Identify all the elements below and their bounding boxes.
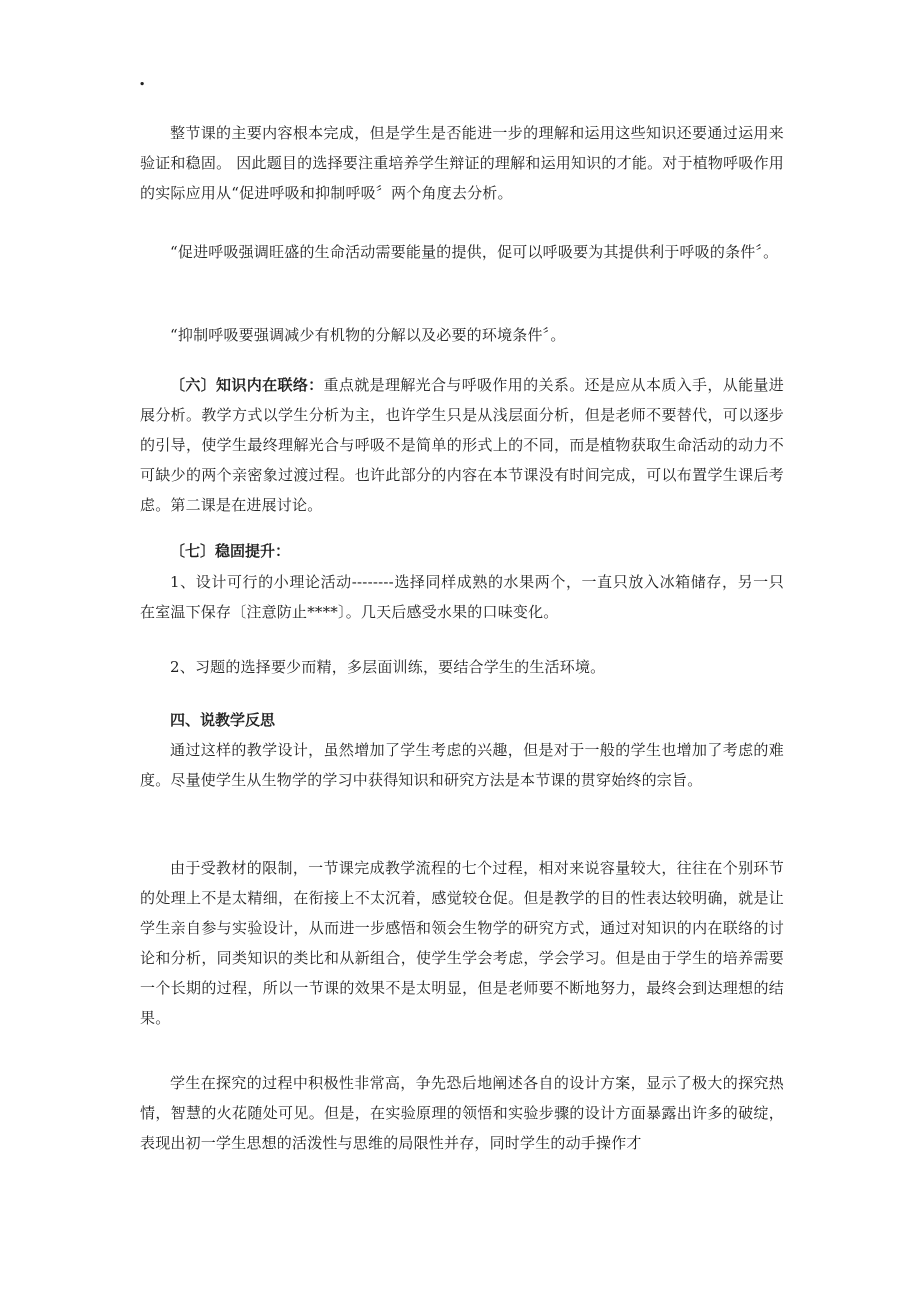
paragraph-inhibit-respiration: “抑制呼吸要强调减少有机物的分解以及必要的环境条件〞。 bbox=[170, 326, 566, 344]
page-marker: . bbox=[139, 69, 146, 90]
paragraph-promote-respiration: “促进呼吸强调旺盛的生命活动需要能量的提供，促可以呼吸要为其提供利于呼吸的条件〞。 bbox=[170, 243, 779, 261]
paragraph-summary: 整节课的主要内容根本完成，但是学生是否能进一步的理解和运用这些知识还要通过运用来验证和稳固。 因此题目的选择要注重培养学生辩证的理解和运用知识的才能。对于植物呼吸作用的实际应用从“促进呼吸和抑制呼吸〞两个角度去分析。 bbox=[140, 124, 784, 202]
heading-teaching-reflection: 四、说教学反思 bbox=[170, 711, 276, 729]
paragraph-reflection: 通过这样的教学设计，虽然增加了学生考虑的兴趣，但是对于一般的学生也增加了考虑的难度。尽量使学生从生物学的学习中获得知识和研究方法是本节课的贯穿始终的宗旨。 bbox=[140, 741, 784, 789]
paragraph-activity: 1、设计可行的小理论活动--------选择同样成熟的水果两个，一直只放入冰箱储存，另一只在室温下保存〔注意防止****〕。几天后感受水果的口味变化。 bbox=[140, 573, 784, 621]
paragraph-student-engagement: 学生在探究的过程中积极性非常高，争先恐后地阐述各自的设计方案，显示了极大的探究热情，智慧的火花随处可见。但是，在实验原理的领悟和实验步骤的设计方面暴露出许多的破绽，表现出初一学生思想的活泼性与思维的局限性并存，同时学生的动手操作才 bbox=[140, 1074, 784, 1152]
paragraph-limitations: 由于受教材的限制，一节课完成教学流程的七个过程，相对来说容量较大，往往在个别环节的处理上不是太精细，在衔接上不太沉着，感觉较仓促。但是教学的目的性表达较明确，就是让学生亲自参与实验设计，从而进一步感悟和领会生物学的研究方式，通过对知识的内在联络的讨论和分析，同类知识的类比和从新组合，使学生学会考虑，学会学习。但是由于学生的培养需要一个长期的过程，所以一节课的效果不是太明显，但是老师要不断地努力，最终会到达理想的结果。 bbox=[140, 859, 784, 1027]
section-six-label: 〔六〕知识内在联络： bbox=[170, 376, 324, 394]
heading-section-seven: 〔七〕稳固提升： bbox=[170, 542, 291, 560]
paragraph-exercises: 2、习题的选择要少而精，多层面训练，要结合学生的生活环境。 bbox=[170, 658, 606, 676]
paragraph-section-six bbox=[140, 370, 784, 520]
section-six-text: 重点就是理解光合与呼吸作用的关系。还是应从本质入手，从能量进展分析。教学方式以学生分析为主，也许学生只是从浅层面分析，但是老师不要替代，可以逐步的引导，使学生最终理解光合与呼吸不是简单的形式上的不同，而是植物获取生命活动的动力不可缺少的两个亲密象过渡过程。也许此部分的内容在本节课没有时间完成，可以布置学生课后考虑。第二课是在进展讨论。 bbox=[140, 376, 784, 514]
